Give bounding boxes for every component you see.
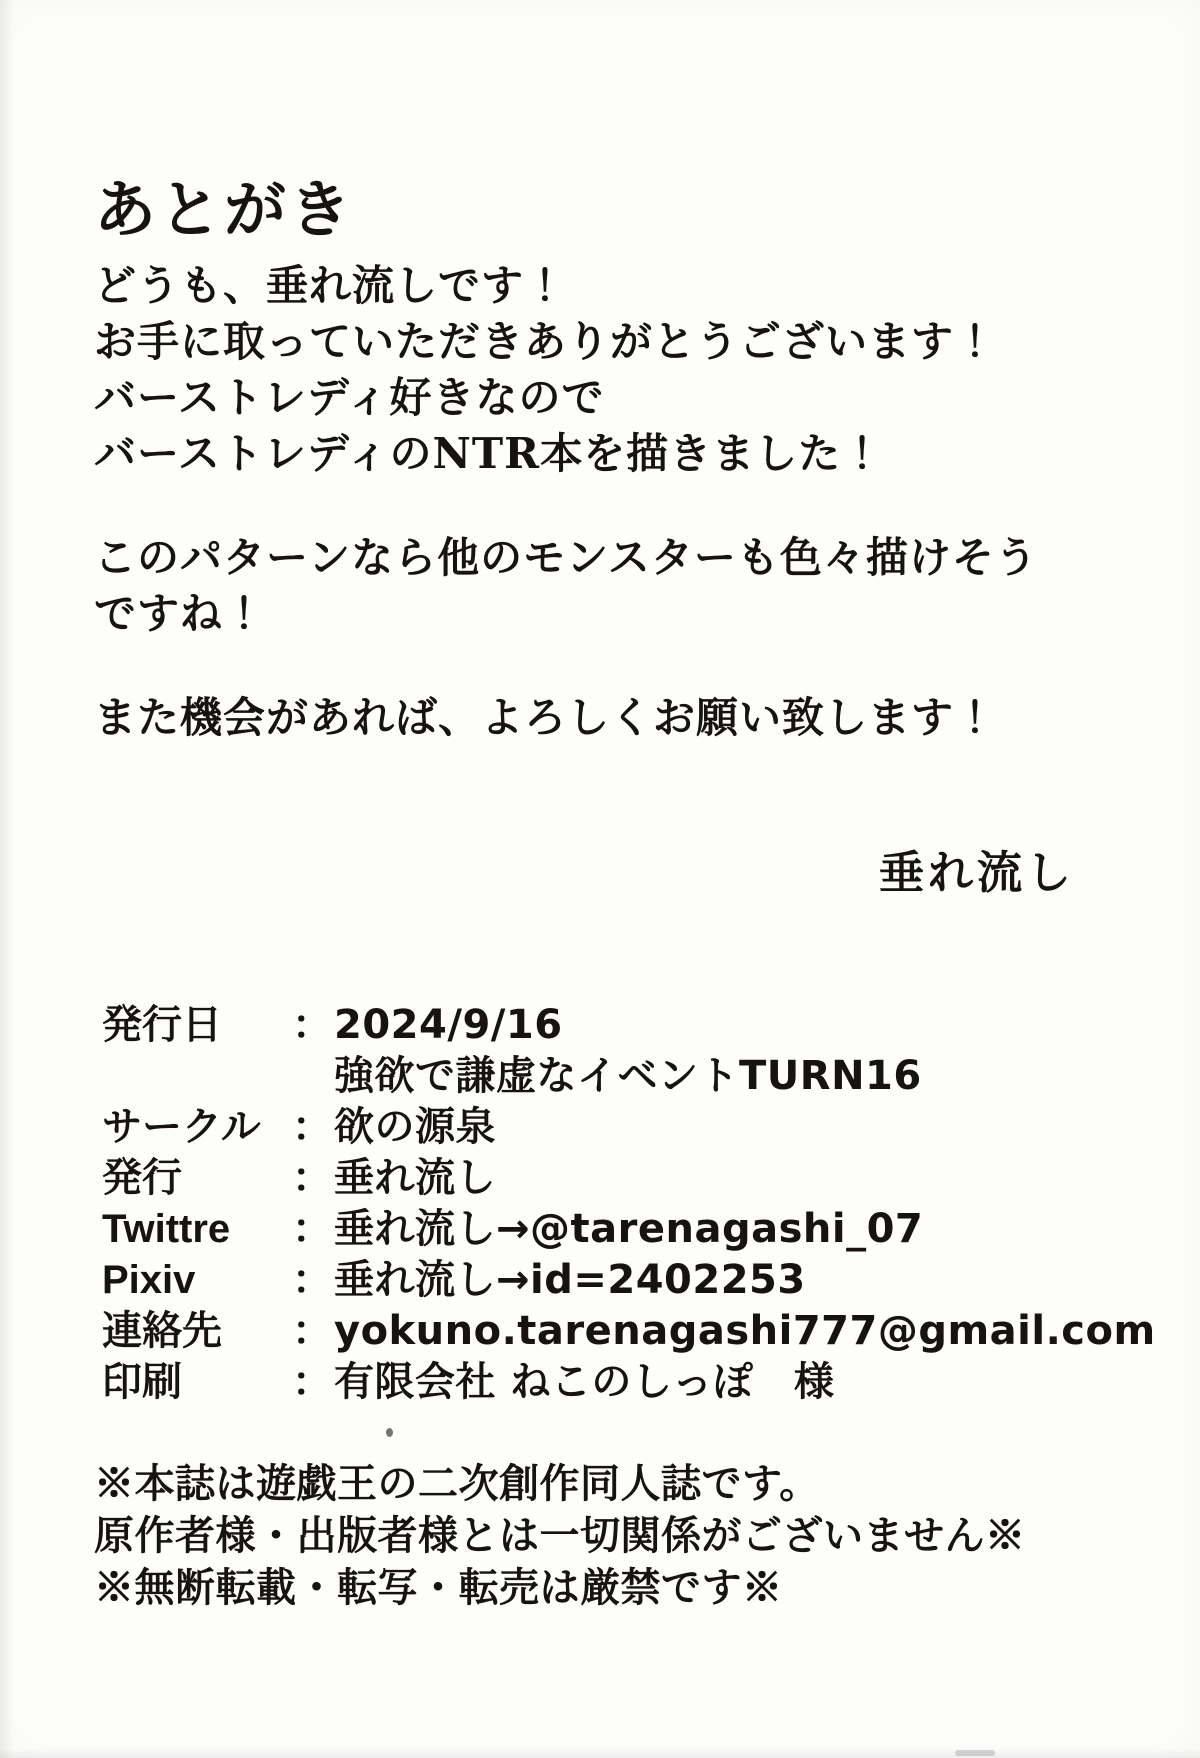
afterword-body — [94, 258, 1038, 746]
body-line: お手に取っていただきありがとうございます！ — [94, 317, 998, 366]
colophon-colon: ： — [292, 1003, 332, 1047]
colophon-row-printer — [102, 1357, 1156, 1408]
scan-smudge — [955, 1750, 995, 1756]
body-line: どうも、垂れ流しです！ — [94, 261, 568, 310]
disclaimer — [94, 1458, 1026, 1614]
body-line: バーストレディ好きなので — [94, 373, 605, 422]
colophon-value: 強欲で謙虚なイベントTURN16 — [334, 1053, 922, 1099]
body-line: また機会があれば、よろしくお願い致します！ — [94, 693, 998, 742]
colophon-value: 有限会社 ねこのしっぽ 様 — [334, 1359, 835, 1405]
colophon-label: Pixiv — [102, 1258, 196, 1302]
colophon-label: 発行 — [102, 1156, 182, 1200]
body-line: バーストレディのNTR本を描きました！ — [94, 429, 885, 478]
colophon-colon: ： — [292, 1360, 332, 1404]
disclaimer-line-derivative: ※本誌は遊戯王の二次創作同人誌です。 — [94, 1460, 820, 1507]
colophon-colon: ： — [292, 1156, 332, 1200]
author-signature: 垂れ流し — [878, 846, 1075, 899]
colophon-colon: ： — [292, 1207, 332, 1251]
colophon-value: 欲の源泉 — [334, 1104, 496, 1150]
colophon-value: 2024/9/16 — [334, 1002, 563, 1048]
colophon-row-circle — [102, 1102, 1156, 1153]
colophon-row-pixiv — [102, 1255, 1156, 1306]
colophon-row-contact — [102, 1306, 1156, 1357]
colophon-label: 印刷 — [102, 1360, 182, 1404]
body-line: ですね！ — [94, 589, 267, 638]
colophon-value-pixiv-id: 垂れ流し→id=2402253 — [334, 1257, 806, 1303]
disclaimer-line-no-reproduction: ※無断転載・転写・転売は厳禁です※ — [94, 1566, 783, 1610]
colophon-row-publisher — [102, 1153, 1156, 1204]
colophon-colon: ： — [292, 1258, 332, 1302]
colophon-colon: ： — [292, 1105, 332, 1149]
body-line: このパターンなら他のモンスターも色々描けそう — [94, 533, 1038, 582]
disclaimer-line-no-affiliation: 原作者様・出版者様とは一切関係がございません※ — [94, 1512, 1026, 1559]
colophon-label: 連絡先 — [102, 1309, 222, 1353]
colophon-value: 垂れ流し — [334, 1155, 496, 1201]
colophon-row-publication-date — [102, 1000, 1156, 1051]
scan-speck — [386, 1428, 393, 1437]
paragraph-greeting — [94, 258, 1038, 482]
colophon-label: 発行日 — [102, 1003, 222, 1047]
colophon-label: サークル — [102, 1105, 261, 1149]
page-title: あとがき — [94, 172, 355, 246]
colophon-value-contact-email: yokuno.tarenagashi777@gmail.com — [334, 1308, 1156, 1354]
colophon — [102, 1000, 1156, 1408]
paragraph-pattern — [94, 530, 1038, 642]
colophon-label: Twittre — [102, 1207, 231, 1251]
colophon-row-twitter — [102, 1204, 1156, 1255]
colophon-value-twitter-handle: 垂れ流し→@tarenagashi_07 — [334, 1206, 924, 1252]
paragraph-closing — [94, 690, 1038, 746]
colophon-colon: ： — [292, 1309, 332, 1353]
colophon-row-event — [102, 1051, 1156, 1102]
